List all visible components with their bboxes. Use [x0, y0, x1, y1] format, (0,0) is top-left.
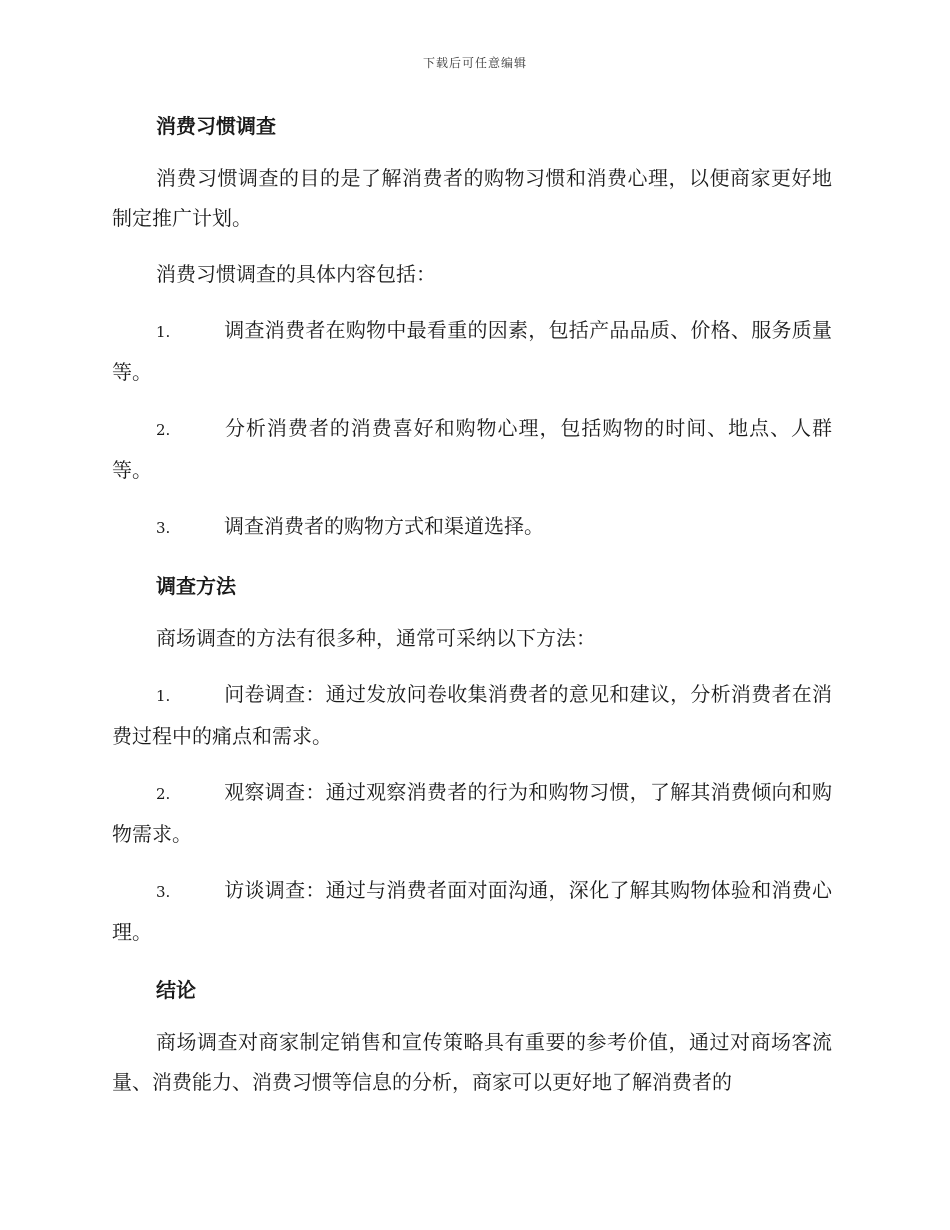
list-number: 2. [156, 785, 171, 803]
list-item-text: 访谈调查：通过与消费者面对面沟通，深化了解其购物体验和消费心理。 [112, 878, 832, 944]
list-item [112, 310, 832, 392]
list-item [112, 506, 832, 548]
list-item-text: 观察调查：通过观察消费者的行为和购物习惯，了解其消费倾向和购物需求。 [112, 780, 832, 846]
list-item [112, 674, 832, 756]
paragraph: 消费习惯调查的目的是了解消费者的购物习惯和消费心理，以便商家更好地制定推广计划。 [112, 166, 832, 230]
section-heading: 结论 [156, 978, 196, 1002]
list-item [112, 772, 832, 854]
section-heading: 调查方法 [156, 574, 236, 598]
paragraph: 消费习惯调查的具体内容包括： [156, 262, 436, 286]
list-item-text: 问卷调查：通过发放问卷收集消费者的意见和建议，分析消费者在消费过程中的痛点和需求。 [112, 682, 832, 748]
list-item [112, 408, 832, 490]
document-body [112, 104, 832, 1118]
paragraph: 商场调查的方法有很多种，通常可采纳以下方法： [156, 626, 596, 650]
list-number: 3. [156, 519, 171, 537]
list-number: 2. [156, 421, 171, 439]
list-number: 1. [156, 323, 171, 341]
paragraph: 商场调查对商家制定销售和宣传策略具有重要的参考价值，通过对商场客流量、消费能力、消费习惯等信息的分析，商家可以更好地了解消费者的 [112, 1030, 832, 1094]
section-heading: 消费习惯调查 [156, 114, 276, 138]
page-header: 下载后可任意编辑 [422, 56, 527, 70]
list-number: 3. [156, 883, 171, 901]
list-item-text: 调查消费者在购物中最看重的因素，包括产品品质、价格、服务质量等。 [112, 318, 832, 384]
list-item-text: 分析消费者的消费喜好和购物心理，包括购物的时间、地点、人群等。 [112, 416, 832, 482]
list-number: 1. [156, 687, 171, 705]
list-item-text: 调查消费者的购物方式和渠道选择。 [224, 514, 544, 538]
list-item [112, 870, 832, 952]
